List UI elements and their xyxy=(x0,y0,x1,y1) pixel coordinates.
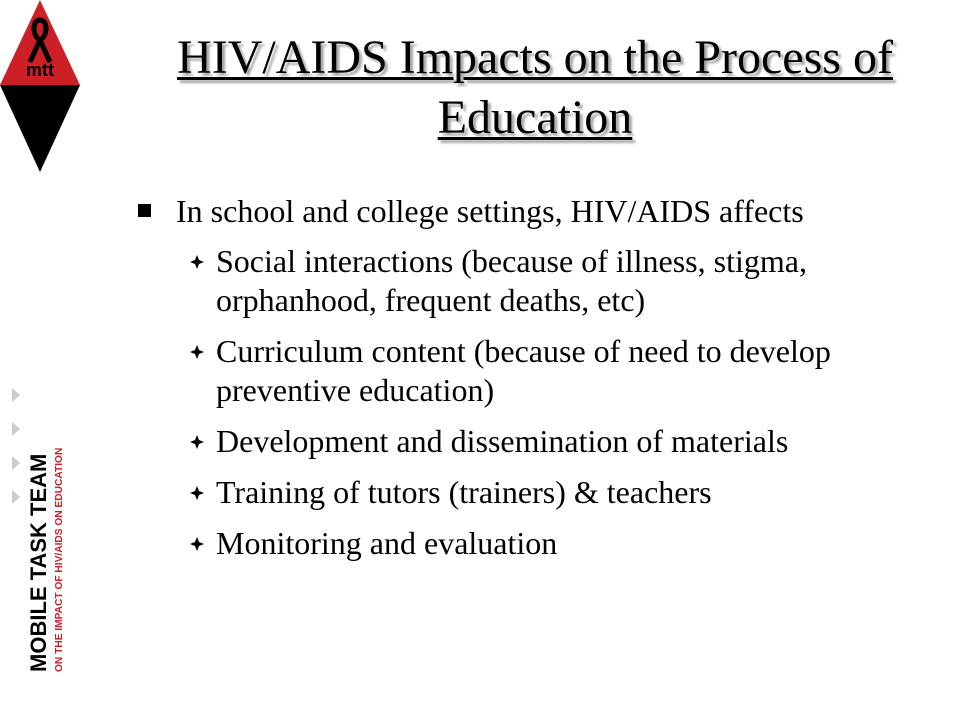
diamond-bullet-icon xyxy=(190,537,204,551)
sub-bullet xyxy=(138,332,928,410)
mtt-logo xyxy=(0,0,80,175)
team-name: MOBILE TASK TEAM xyxy=(26,453,51,672)
diamond-bullet-icon xyxy=(190,255,204,269)
logo-text: mtt xyxy=(26,60,54,80)
sub-bullet-text: Curriculum content (because of need to develop preventive education) xyxy=(216,333,831,408)
diamond-bullet-icon xyxy=(190,435,204,449)
sub-bullet xyxy=(138,422,928,461)
sub-bullet-text: Development and dissemination of materials xyxy=(216,423,789,459)
diamond-bullet-icon xyxy=(190,486,204,500)
main-bullet xyxy=(138,192,928,230)
team-subtitle: ON THE IMPACT OF HIV/AIDS ON EDUCATION xyxy=(54,447,65,672)
sub-bullet-text: Monitoring and evaluation xyxy=(216,525,558,561)
sidebar-branding xyxy=(0,380,80,680)
square-bullet-icon xyxy=(138,204,151,217)
main-bullet-text: In school and college settings, HIV/AIDS affects xyxy=(176,193,804,229)
slide-title: HIV/AIDS Impacts on the Process of Education xyxy=(177,31,893,144)
diamond-bullet-icon xyxy=(190,345,204,359)
sub-bullet xyxy=(138,242,928,320)
arrow-icons xyxy=(12,388,20,504)
sub-bullet xyxy=(138,524,928,563)
sub-bullet xyxy=(138,473,928,512)
slide-content xyxy=(138,192,928,563)
sub-bullet-text: Training of tutors (trainers) & teachers xyxy=(216,474,712,510)
sub-bullet-text: Social interactions (because of illness, stigma, orphanhood, frequent deaths, etc) xyxy=(216,243,807,318)
